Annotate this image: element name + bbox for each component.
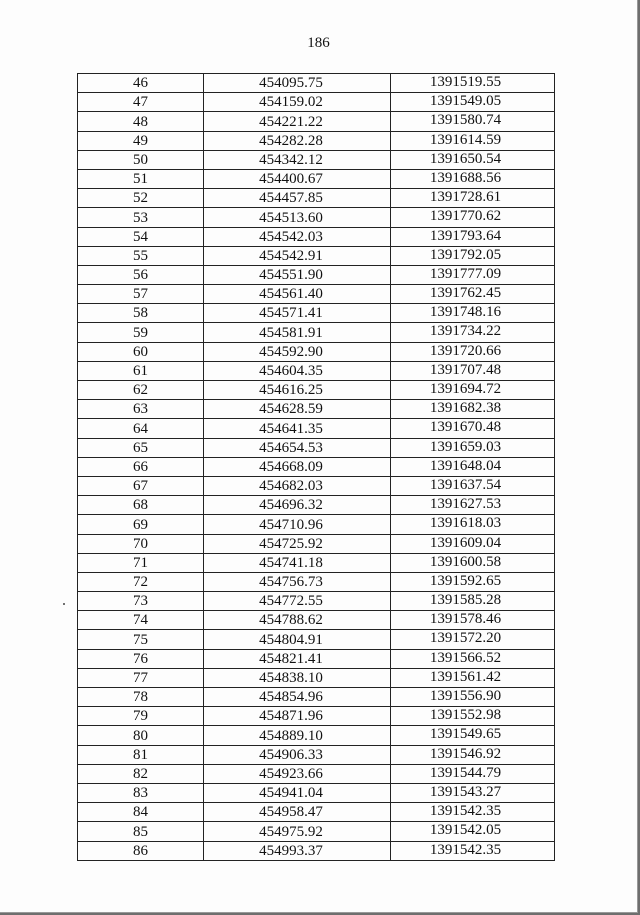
x-coordinate-cell: 454095.75 [204, 74, 391, 93]
y-coordinate-cell: 1391762.45 [391, 285, 555, 304]
y-coordinate-cell: 1391592.65 [391, 572, 555, 591]
y-coordinate-cell: 1391637.54 [391, 476, 555, 495]
coordinates-table [77, 73, 555, 861]
y-coordinate-cell: 1391728.61 [391, 189, 555, 208]
x-coordinate-cell: 454654.53 [204, 438, 391, 457]
point-number-cell: 47 [78, 93, 204, 112]
x-coordinate-cell: 454400.67 [204, 169, 391, 188]
y-coordinate-cell: 1391609.04 [391, 534, 555, 553]
y-coordinate-cell: 1391552.98 [391, 707, 555, 726]
point-number-cell: 51 [78, 169, 204, 188]
table-row [78, 381, 555, 400]
point-number-cell: 59 [78, 323, 204, 342]
x-coordinate-cell: 454725.92 [204, 534, 391, 553]
y-coordinate-cell: 1391549.65 [391, 726, 555, 745]
table-row [78, 189, 555, 208]
point-number-cell: 63 [78, 400, 204, 419]
point-number-cell: 64 [78, 419, 204, 438]
point-number-cell: 71 [78, 553, 204, 572]
y-coordinate-cell: 1391561.42 [391, 668, 555, 687]
table-row [78, 553, 555, 572]
table-row [78, 783, 555, 802]
y-coordinate-cell: 1391770.62 [391, 208, 555, 227]
y-coordinate-cell: 1391549.05 [391, 93, 555, 112]
x-coordinate-cell: 454923.66 [204, 764, 391, 783]
table-row [78, 304, 555, 323]
x-coordinate-cell: 454772.55 [204, 592, 391, 611]
table-row [78, 400, 555, 419]
x-coordinate-cell: 454710.96 [204, 515, 391, 534]
x-coordinate-cell: 454159.02 [204, 93, 391, 112]
y-coordinate-cell: 1391566.52 [391, 649, 555, 668]
y-coordinate-cell: 1391627.53 [391, 496, 555, 515]
table-row [78, 323, 555, 342]
table-row [78, 649, 555, 668]
point-number-cell: 66 [78, 457, 204, 476]
x-coordinate-cell: 454993.37 [204, 841, 391, 860]
point-number-cell: 56 [78, 265, 204, 284]
table-row [78, 803, 555, 822]
x-coordinate-cell: 454604.35 [204, 361, 391, 380]
table-row [78, 707, 555, 726]
point-number-cell: 58 [78, 304, 204, 323]
x-coordinate-cell: 454551.90 [204, 265, 391, 284]
x-coordinate-cell: 454804.91 [204, 630, 391, 649]
table-row [78, 131, 555, 150]
page-number: 186 [307, 35, 330, 51]
table-row [78, 764, 555, 783]
y-coordinate-cell: 1391542.35 [391, 803, 555, 822]
table-row [78, 668, 555, 687]
x-coordinate-cell: 454871.96 [204, 707, 391, 726]
point-number-cell: 53 [78, 208, 204, 227]
y-coordinate-cell: 1391544.79 [391, 764, 555, 783]
table-row [78, 265, 555, 284]
point-number-cell: 61 [78, 361, 204, 380]
point-number-cell: 86 [78, 841, 204, 860]
table-row [78, 438, 555, 457]
x-coordinate-cell: 454513.60 [204, 208, 391, 227]
y-coordinate-cell: 1391542.05 [391, 822, 555, 841]
y-coordinate-cell: 1391580.74 [391, 112, 555, 131]
point-number-cell: 85 [78, 822, 204, 841]
x-coordinate-cell: 454941.04 [204, 783, 391, 802]
point-number-cell: 83 [78, 783, 204, 802]
table-row [78, 285, 555, 304]
table-row [78, 419, 555, 438]
x-coordinate-cell: 454741.18 [204, 553, 391, 572]
point-number-cell: 60 [78, 342, 204, 361]
x-coordinate-cell: 454628.59 [204, 400, 391, 419]
y-coordinate-cell: 1391793.64 [391, 227, 555, 246]
y-coordinate-cell: 1391556.90 [391, 688, 555, 707]
table-row [78, 361, 555, 380]
point-number-cell: 75 [78, 630, 204, 649]
scan-speck [63, 603, 65, 605]
x-coordinate-cell: 454542.03 [204, 227, 391, 246]
table-row [78, 246, 555, 265]
table-row [78, 688, 555, 707]
x-coordinate-cell: 454561.40 [204, 285, 391, 304]
point-number-cell: 78 [78, 688, 204, 707]
y-coordinate-cell: 1391585.28 [391, 592, 555, 611]
point-number-cell: 48 [78, 112, 204, 131]
x-coordinate-cell: 454592.90 [204, 342, 391, 361]
y-coordinate-cell: 1391734.22 [391, 323, 555, 342]
table-row [78, 822, 555, 841]
x-coordinate-cell: 454457.85 [204, 189, 391, 208]
y-coordinate-cell: 1391688.56 [391, 169, 555, 188]
y-coordinate-cell: 1391707.48 [391, 361, 555, 380]
x-coordinate-cell: 454889.10 [204, 726, 391, 745]
table-row [78, 496, 555, 515]
x-coordinate-cell: 454821.41 [204, 649, 391, 668]
y-coordinate-cell: 1391614.59 [391, 131, 555, 150]
point-number-cell: 69 [78, 515, 204, 534]
y-coordinate-cell: 1391519.55 [391, 74, 555, 93]
table-row [78, 515, 555, 534]
y-coordinate-cell: 1391650.54 [391, 150, 555, 169]
y-coordinate-cell: 1391659.03 [391, 438, 555, 457]
table-row [78, 611, 555, 630]
table-row [78, 534, 555, 553]
x-coordinate-cell: 454958.47 [204, 803, 391, 822]
x-coordinate-cell: 454696.32 [204, 496, 391, 515]
table-row [78, 93, 555, 112]
x-coordinate-cell: 454682.03 [204, 476, 391, 495]
x-coordinate-cell: 454581.91 [204, 323, 391, 342]
y-coordinate-cell: 1391682.38 [391, 400, 555, 419]
table-row [78, 592, 555, 611]
point-number-cell: 74 [78, 611, 204, 630]
x-coordinate-cell: 454854.96 [204, 688, 391, 707]
point-number-cell: 65 [78, 438, 204, 457]
point-number-cell: 72 [78, 572, 204, 591]
point-number-cell: 62 [78, 381, 204, 400]
y-coordinate-cell: 1391542.35 [391, 841, 555, 860]
table-row [78, 476, 555, 495]
point-number-cell: 82 [78, 764, 204, 783]
table-row [78, 150, 555, 169]
table-row [78, 112, 555, 131]
table-row [78, 630, 555, 649]
y-coordinate-cell: 1391792.05 [391, 246, 555, 265]
point-number-cell: 55 [78, 246, 204, 265]
table-row [78, 74, 555, 93]
y-coordinate-cell: 1391546.92 [391, 745, 555, 764]
table-row [78, 169, 555, 188]
table-row [78, 726, 555, 745]
x-coordinate-cell: 454641.35 [204, 419, 391, 438]
y-coordinate-cell: 1391648.04 [391, 457, 555, 476]
point-number-cell: 67 [78, 476, 204, 495]
point-number-cell: 76 [78, 649, 204, 668]
y-coordinate-cell: 1391748.16 [391, 304, 555, 323]
point-number-cell: 73 [78, 592, 204, 611]
y-coordinate-cell: 1391572.20 [391, 630, 555, 649]
table-row [78, 208, 555, 227]
point-number-cell: 80 [78, 726, 204, 745]
table-row [78, 745, 555, 764]
x-coordinate-cell: 454668.09 [204, 457, 391, 476]
x-coordinate-cell: 454342.12 [204, 150, 391, 169]
table-row [78, 227, 555, 246]
point-number-cell: 52 [78, 189, 204, 208]
y-coordinate-cell: 1391543.27 [391, 783, 555, 802]
table-row [78, 572, 555, 591]
point-number-cell: 79 [78, 707, 204, 726]
y-coordinate-cell: 1391777.09 [391, 265, 555, 284]
point-number-cell: 84 [78, 803, 204, 822]
coordinates-table-body [78, 74, 555, 861]
point-number-cell: 68 [78, 496, 204, 515]
y-coordinate-cell: 1391694.72 [391, 381, 555, 400]
point-number-cell: 81 [78, 745, 204, 764]
point-number-cell: 57 [78, 285, 204, 304]
point-number-cell: 77 [78, 668, 204, 687]
y-coordinate-cell: 1391670.48 [391, 419, 555, 438]
x-coordinate-cell: 454906.33 [204, 745, 391, 764]
x-coordinate-cell: 454756.73 [204, 572, 391, 591]
point-number-cell: 54 [78, 227, 204, 246]
point-number-cell: 49 [78, 131, 204, 150]
x-coordinate-cell: 454542.91 [204, 246, 391, 265]
table-row [78, 457, 555, 476]
point-number-cell: 46 [78, 74, 204, 93]
y-coordinate-cell: 1391578.46 [391, 611, 555, 630]
x-coordinate-cell: 454788.62 [204, 611, 391, 630]
y-coordinate-cell: 1391618.03 [391, 515, 555, 534]
table-row [78, 841, 555, 860]
point-number-cell: 50 [78, 150, 204, 169]
x-coordinate-cell: 454282.28 [204, 131, 391, 150]
y-coordinate-cell: 1391600.58 [391, 553, 555, 572]
x-coordinate-cell: 454221.22 [204, 112, 391, 131]
y-coordinate-cell: 1391720.66 [391, 342, 555, 361]
x-coordinate-cell: 454838.10 [204, 668, 391, 687]
x-coordinate-cell: 454975.92 [204, 822, 391, 841]
table-row [78, 342, 555, 361]
point-number-cell: 70 [78, 534, 204, 553]
x-coordinate-cell: 454571.41 [204, 304, 391, 323]
x-coordinate-cell: 454616.25 [204, 381, 391, 400]
